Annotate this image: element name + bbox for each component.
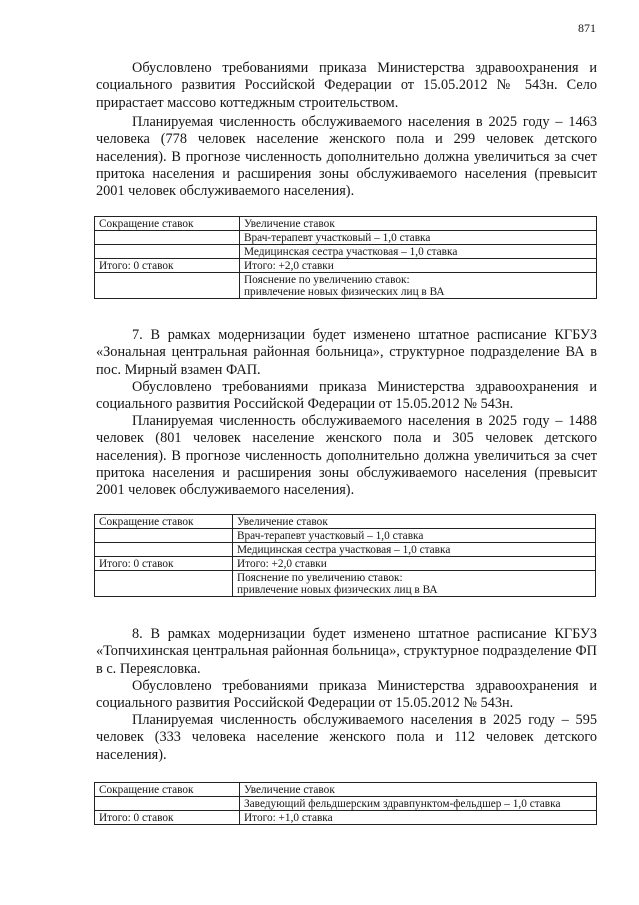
- header-reduction: Сокращение ставок: [95, 783, 240, 797]
- paragraph-population-3: Планируемая численность обслуживаемого населения в 2025 году – 595 человек (333 человека население женского пола и 112 человек детского населения).: [96, 712, 597, 763]
- note-text: привлечение новых физических лиц в ВА: [244, 286, 445, 298]
- paragraph-justification-3: Обусловлено требованиями приказа Министерства здравоохранения и социального развития Российской Федерации от 15.05.2012 № 543н.: [96, 678, 597, 712]
- header-reduction: Сокращение ставок: [95, 217, 240, 231]
- page-number: 871: [578, 21, 596, 35]
- cell-total-reduction: Итого: 0 ставок: [95, 557, 233, 571]
- table-total-row: [95, 557, 596, 571]
- note-title: Пояснение по увеличению ставок:: [237, 572, 403, 584]
- cell-total-increase: Итого: +2,0 ставки: [233, 557, 596, 571]
- note-text: привлечение новых физических лиц в ВА: [237, 584, 438, 596]
- table-row: [95, 797, 597, 811]
- cell-total-increase: Итого: +1,0 ставка: [240, 811, 597, 825]
- table-row: [95, 245, 597, 259]
- staff-table-1: [94, 216, 597, 299]
- cell-reduction: [95, 797, 240, 811]
- table-header-row: [95, 783, 597, 797]
- paragraph-justification-2: Обусловлено требованиями приказа Министерства здравоохранения и социального развития Российской Федерации от 15.05.2012 № 543н.: [96, 379, 597, 413]
- cell-note: [240, 273, 597, 299]
- table-row: [95, 543, 596, 557]
- table-header-row: [95, 515, 596, 529]
- header-increase: Увеличение ставок: [240, 217, 597, 231]
- paragraph-population-2: Планируемая численность обслуживаемого населения в 2025 году – 1488 человек (801 человек население женского пола и 305 человек детского населения). В прогнозе численность дополнительно должна увеличиться за счет притока населения и расширения зоны обслуживаемого населения (превысит 2001 человек обслуживаемого населения).: [96, 413, 597, 499]
- header-increase: Увеличение ставок: [233, 515, 596, 529]
- header-increase: Увеличение ставок: [240, 783, 597, 797]
- cell-note: [233, 571, 596, 597]
- cell-increase: Медицинская сестра участковая – 1,0 ставка: [240, 245, 597, 259]
- cell-increase: Врач-терапевт участковый – 1,0 ставка: [233, 529, 596, 543]
- cell-increase: Заведующий фельдшерским здравпунктом-фельдшер – 1,0 ставка: [240, 797, 597, 811]
- cell-reduction: [95, 273, 240, 299]
- paragraph-justification-1: Обусловлено требованиями приказа Министерства здравоохранения и социального развития Российской Федерации от 15.05.2012 № 543н. Село прирастает массово коттеджным строительством.: [96, 60, 597, 111]
- cell-reduction: [95, 529, 233, 543]
- table-total-row: [95, 259, 597, 273]
- header-reduction: Сокращение ставок: [95, 515, 233, 529]
- cell-total-increase: Итого: +2,0 ставки: [240, 259, 597, 273]
- table-row: [95, 231, 597, 245]
- note-title: Пояснение по увеличению ставок:: [244, 274, 410, 286]
- cell-total-reduction: Итого: 0 ставок: [95, 811, 240, 825]
- table-note-row: [95, 571, 596, 597]
- staff-table-3: [94, 782, 597, 825]
- cell-total-reduction: Итого: 0 ставок: [95, 259, 240, 273]
- table-row: [95, 529, 596, 543]
- table-header-row: [95, 217, 597, 231]
- cell-increase: Врач-терапевт участковый – 1,0 ставка: [240, 231, 597, 245]
- paragraph-population-1: Планируемая численность обслуживаемого населения в 2025 году – 1463 человека (778 человек население женского пола и 299 человек детского населения). В прогнозе численность дополнительно должна увеличиться за счет притока населения и расширения зоны обслуживаемого населения (превысит 2001 человек обслуживаемого населения).: [96, 114, 597, 200]
- paragraph-item-7: 7. В рамках модернизации будет изменено штатное расписание КГБУЗ «Зональная центральная районная больница», структурное подразделение ВА в пос. Мирный взамен ФАП.: [96, 327, 597, 378]
- cell-reduction: [95, 231, 240, 245]
- table-note-row: [95, 273, 597, 299]
- paragraph-item-8: 8. В рамках модернизации будет изменено штатное расписание КГБУЗ «Топчихинская центральная районная больница», структурное подразделение ФП в с. Переясловка.: [96, 626, 597, 677]
- cell-reduction: [95, 245, 240, 259]
- cell-reduction: [95, 543, 233, 557]
- staff-table-2: [94, 514, 596, 597]
- cell-reduction: [95, 571, 233, 597]
- table-total-row: [95, 811, 597, 825]
- cell-increase: Медицинская сестра участковая – 1,0 ставка: [233, 543, 596, 557]
